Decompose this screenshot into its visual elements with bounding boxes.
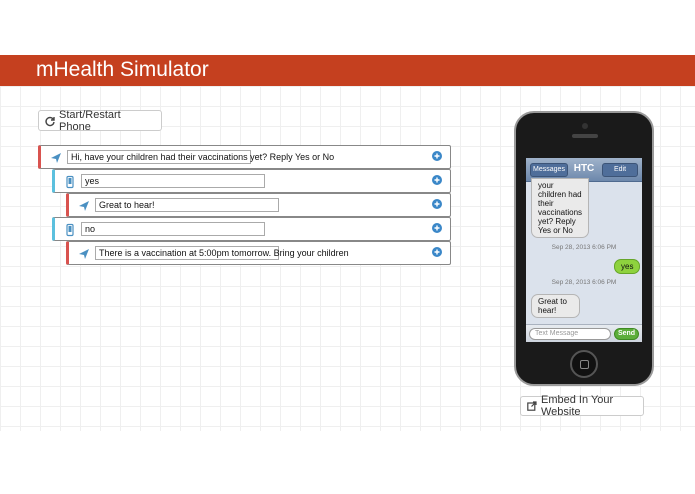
external-link-icon bbox=[527, 401, 537, 411]
embed-website-button[interactable] bbox=[520, 396, 644, 416]
phone-speaker bbox=[572, 134, 598, 138]
header-bar bbox=[0, 55, 695, 86]
conversation-row-incoming[interactable] bbox=[52, 217, 451, 241]
conversation-row-outgoing[interactable] bbox=[66, 241, 451, 265]
send-icon bbox=[78, 248, 90, 260]
message-timestamp: Sep 28, 2013 6:06 PM bbox=[551, 244, 617, 251]
message-text-field[interactable]: Great to hear! bbox=[95, 198, 279, 212]
embed-website-label: Embed In Your Website bbox=[541, 394, 614, 418]
send-icon bbox=[78, 200, 90, 212]
add-branch-icon[interactable] bbox=[432, 151, 442, 161]
messages-back-button[interactable]: Messages bbox=[530, 163, 568, 177]
send-button[interactable]: Send bbox=[614, 328, 639, 340]
message-timestamp: Sep 28, 2013 6:06 PM bbox=[551, 279, 617, 286]
conversation-row-outgoing[interactable] bbox=[66, 193, 451, 217]
add-branch-icon[interactable] bbox=[432, 247, 442, 257]
add-branch-icon[interactable] bbox=[432, 175, 442, 185]
response-text-field[interactable]: yes bbox=[81, 174, 265, 188]
app-title: mHealth Simulator bbox=[36, 58, 209, 81]
phone-screen bbox=[526, 158, 642, 342]
restart-phone-button[interactable] bbox=[38, 110, 162, 131]
message-text-field[interactable]: Hi, have your children had their vaccinations yet? Reply Yes or No bbox=[67, 150, 251, 164]
conversation-row-incoming[interactable] bbox=[52, 169, 451, 193]
sent-message-bubble: yes bbox=[614, 259, 640, 274]
phone-icon bbox=[64, 176, 76, 188]
contact-title: HTC bbox=[573, 163, 595, 174]
phone-simulator bbox=[514, 111, 654, 386]
received-message-bubble: your children had their vaccinations yet? Reply Yes or No bbox=[531, 178, 589, 238]
edit-button[interactable]: Edit bbox=[602, 163, 638, 177]
received-message-bubble: Great to hear! bbox=[531, 294, 580, 318]
send-icon bbox=[50, 152, 62, 164]
message-text-field[interactable]: There is a vaccination at 5:00pm tomorrow. Bring your children bbox=[95, 246, 279, 260]
restart-phone-label: Start/Restart Phone bbox=[59, 108, 121, 133]
phone-camera bbox=[582, 123, 588, 129]
response-text-field[interactable]: no bbox=[81, 222, 265, 236]
add-branch-icon[interactable] bbox=[432, 223, 442, 233]
home-button[interactable] bbox=[570, 350, 598, 378]
text-message-input[interactable]: Text Message bbox=[529, 328, 611, 340]
phone-icon bbox=[64, 224, 76, 236]
add-branch-icon[interactable] bbox=[432, 199, 442, 209]
home-square-icon bbox=[580, 360, 589, 369]
refresh-icon bbox=[45, 116, 55, 126]
conversation-row-outgoing[interactable] bbox=[38, 145, 451, 169]
compose-bar bbox=[526, 324, 642, 342]
